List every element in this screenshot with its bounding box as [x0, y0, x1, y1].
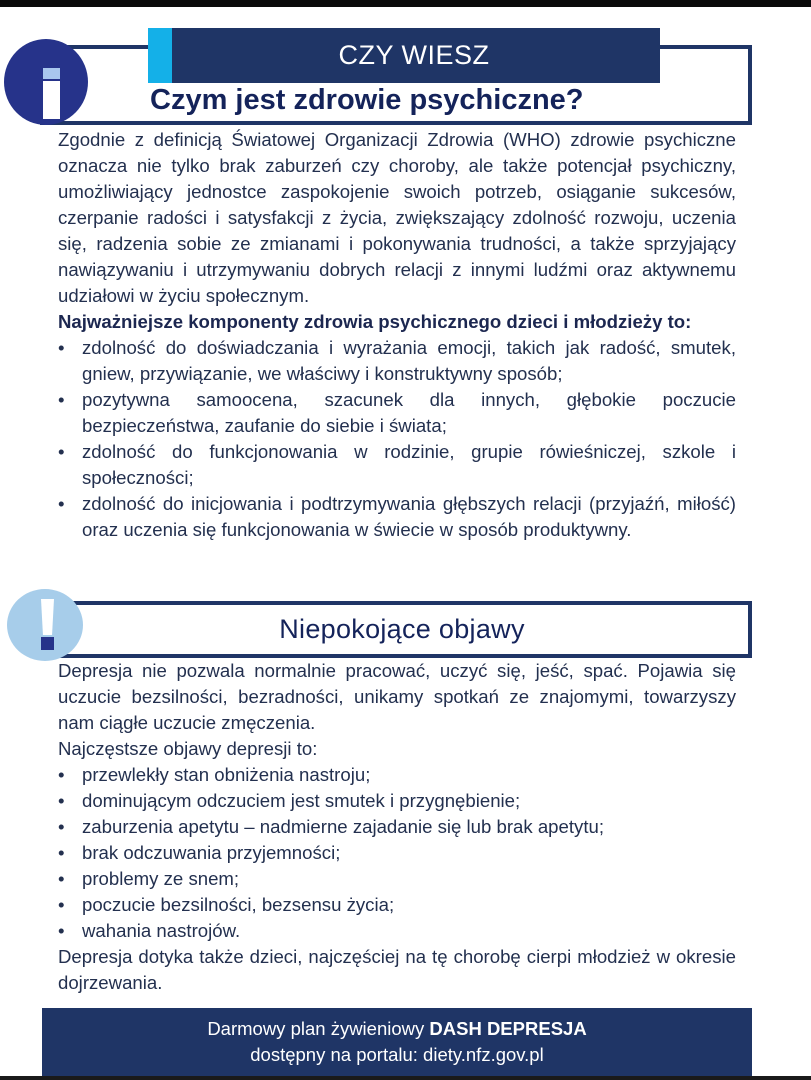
- top-black-bar: [0, 0, 811, 7]
- list-item: • dominującym odczuciem jest smutek i przygnębienie;: [58, 788, 736, 814]
- list-item: • pozytywna samoocena, szacunek dla innych, głębokie poczucie bezpieczeństwa, zaufanie do siebie i świata;: [58, 387, 736, 439]
- list-item: • zdolność do funkcjonowania w rodzinie, grupie rówieśniczej, szkole i społeczności;: [58, 439, 736, 491]
- did-you-know-badge: [148, 28, 660, 83]
- list-item: • problemy ze snem;: [58, 866, 736, 892]
- components-heading: Najważniejsze komponenty zdrowia psychicznego dzieci i młodzieży to:: [58, 311, 692, 332]
- footer-line1: [42, 1016, 752, 1042]
- badge-accent-stripe: [148, 28, 172, 83]
- list-item: • poczucie bezsilności, bezsensu życia;: [58, 892, 736, 918]
- info-icon-dot: [43, 68, 60, 79]
- list-item: • zdolność do inicjowania i podtrzymywania głębszych relacji (przyjaźń, miłość) oraz uczenia się funkcjonowania w świecie w sposób produktywny.: [58, 491, 736, 543]
- symptoms-list: [58, 762, 736, 944]
- exclamation-icon-dot: [41, 637, 54, 650]
- exclamation-icon-stem: [41, 599, 54, 635]
- symptoms-heading: Najczęstsze objawy depresji to:: [58, 738, 318, 759]
- section2-title: Niepokojące objawy: [279, 614, 525, 644]
- bottom-black-bar: [0, 1076, 811, 1080]
- info-icon-stem: [43, 81, 60, 119]
- footer-line1-text: Darmowy plan żywieniowy: [207, 1018, 430, 1039]
- section2-header-frame: [52, 601, 752, 658]
- exclamation-icon: [7, 589, 83, 661]
- list-item: • wahania nastrojów.: [58, 918, 736, 944]
- list-item: • zdolność do doświadczania i wyrażania emocji, takich jak radość, smutek, gniew, przywiązanie, we właściwy i konstruktywny sposób;: [58, 335, 736, 387]
- did-you-know-label: CZY WIESZ: [338, 40, 490, 70]
- list-item: • brak odczuwania przyjemności;: [58, 840, 736, 866]
- who-definition-paragraph: Zgodnie z definicją Światowej Organizacji Zdrowia (WHO) zdrowie psychiczne oznacza nie tylko brak zaburzeń czy choroby, ale także potencjał psychiczny, umożliwiający jednostce zaspokojenie swoich potrzeb, osiąganie sukcesów, czerpanie radości i satysfakcji z życia, zwiększający zdolność rozwoju, uczenia się, radzenia sobie ze zmianami i pokonywania trudności, a także sprzyjający nawiązywaniu i utrzymywaniu dobrych relacji z innymi ludźmi oraz aktywnemu udziałowi w życiu społecznym.: [58, 129, 736, 306]
- list-item: • przewlekły stan obniżenia nastroju;: [58, 762, 736, 788]
- closing-paragraph: Depresja dotyka także dzieci, najczęściej na tę chorobę cierpi młodzież w okresie dojrzewania.: [58, 946, 736, 993]
- footer-banner: [42, 1008, 752, 1076]
- info-icon: [4, 39, 88, 125]
- section1-body: [58, 127, 736, 543]
- section1-title: Czym jest zdrowie psychiczne?: [150, 84, 584, 116]
- depression-paragraph: Depresja nie pozwala normalnie pracować, uczyć się, jeść, spać. Pojawia się uczucie bezsilności, bezradności, unikamy spotkań ze znajomymi, towarzyszy nam ciągłe uczucie zmęczenia.: [58, 660, 736, 733]
- list-item: • zaburzenia apetytu – nadmierne zajadanie się lub brak apetytu;: [58, 814, 736, 840]
- footer-portal-link[interactable]: dostępny na portalu: diety.nfz.gov.pl: [250, 1044, 544, 1065]
- diet-plan-name: DASH DEPRESJA: [429, 1018, 587, 1039]
- components-list: [58, 335, 736, 543]
- section2-body: [58, 658, 736, 996]
